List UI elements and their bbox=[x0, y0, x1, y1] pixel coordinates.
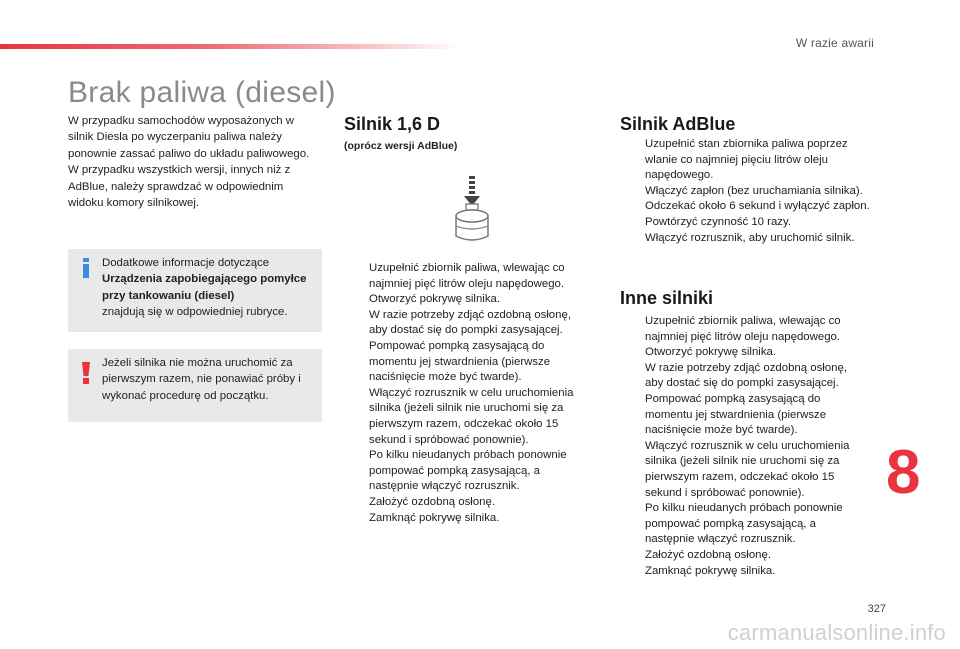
list-item: Uzupełnić zbiornik paliwa, wlewając co najmniej pięć litrów oleju napędowego. bbox=[645, 315, 841, 343]
list-item: W razie potrzeby zdjąć ozdobną osłonę, aby dostać się do pompki zasysającej. bbox=[369, 308, 571, 337]
info-icon bbox=[80, 258, 92, 278]
list-item: Założyć ozdobną osłonę. bbox=[369, 495, 496, 508]
silnik-16d-steps bbox=[344, 261, 589, 526]
adblue-steps bbox=[620, 137, 882, 246]
warning-text: Jeżeli silnika nie można uruchomić za pierwszym razem, nie ponawiać próby i wykonać procedurę od początku. bbox=[102, 357, 301, 402]
list-item: Zamknąć pokrywę silnika. bbox=[369, 511, 500, 524]
section-title-silnik-16d: Silnik 1,6 D bbox=[344, 114, 441, 134]
section-title-adblue: Silnik AdBlue bbox=[620, 114, 736, 134]
list-item: Włączyć rozrusznik, aby uruchomić silnik. bbox=[645, 231, 855, 244]
info-text: Dodatkowe informacje dotyczące bbox=[102, 257, 270, 269]
list-item: Odczekać około 6 sekund i wyłączyć zapłon. bbox=[645, 200, 870, 213]
page-title: Brak paliwa (diesel) bbox=[68, 76, 336, 109]
intro-paragraph: W przypadku wszystkich wersji, innych niż z AdBlue, należy sprawdzać w odpowiednim widoku komory silnikowej. bbox=[68, 164, 291, 210]
intro-paragraph: W przypadku samochodów wyposażonych w silnik Diesla po wyczerpaniu paliwa należy ponownie zassać paliwo do układu paliwowego. bbox=[68, 115, 310, 160]
intro-text bbox=[68, 113, 320, 211]
list-item: Po kilku nieudanych próbach ponownie pompować pompką zasysającą, a następnie włączyć rozrusznik. bbox=[645, 502, 843, 546]
list-item: Założyć ozdobną osłonę. bbox=[645, 548, 772, 561]
section-title-inne-silniki: Inne silniki bbox=[620, 288, 714, 308]
list-item: Po kilku nieudanych próbach ponownie pompować pompką zasysającą, a następnie włączyć rozrusznik. bbox=[369, 449, 567, 493]
warning-icon bbox=[80, 362, 92, 384]
info-text: znajdują się w odpowiedniej rubryce. bbox=[102, 306, 288, 319]
list-item: Uzupełnić stan zbiornika paliwa poprzez wlanie co najmniej pięciu litrów oleju napędowego. bbox=[645, 138, 848, 182]
list-item: Uzupełnić zbiornik paliwa, wlewając co najmniej pięć litrów oleju napędowego. bbox=[369, 262, 565, 290]
list-item: Włączyć rozrusznik w celu uruchomienia silnika (jeżeli silnik nie uruchomi się za pierwszym razem, odczekać około 15 sekund i spróbować ponownie). bbox=[645, 439, 850, 499]
inne-silniki-steps bbox=[620, 314, 865, 579]
warning-box bbox=[68, 349, 322, 422]
list-item: Zamknąć pokrywę silnika. bbox=[645, 564, 776, 577]
list-item: Otworzyć pokrywę silnika. bbox=[645, 346, 777, 359]
list-item: Włączyć zapłon (bez uruchamiania silnika). bbox=[645, 184, 863, 197]
page-number: 327 bbox=[867, 603, 886, 615]
list-item: Pompować pompką zasysającą do momentu jej stwardnienia (pierwsze naciśnięcie może być twarde). bbox=[645, 392, 827, 437]
header-accent-bar bbox=[0, 44, 460, 49]
hand-pump-icon bbox=[452, 176, 492, 244]
info-bold-text: Urządzenia zapobiegającego pomyłce przy tankowaniu (diesel) bbox=[102, 273, 307, 302]
list-item: Włączyć rozrusznik w celu uruchomienia silnika (jeżeli silnik nie uruchomi się za pierwszym razem, odczekać około 15 sekund i spróbować ponownie). bbox=[369, 386, 574, 446]
section-header: W razie awarii bbox=[795, 36, 874, 50]
list-item: Otworzyć pokrywę silnika. bbox=[369, 293, 501, 306]
info-box bbox=[68, 249, 322, 332]
watermark: carmanualsonline.info bbox=[727, 620, 946, 645]
list-item: Powtórzyć czynność 10 razy. bbox=[645, 215, 792, 228]
section-subtitle: (oprócz wersji AdBlue) bbox=[344, 140, 458, 152]
chapter-number: 8 bbox=[886, 438, 921, 507]
list-item: W razie potrzeby zdjąć ozdobną osłonę, aby dostać się do pompki zasysającej. bbox=[645, 361, 847, 390]
list-item: Pompować pompką zasysającą do momentu jej stwardnienia (pierwsze naciśnięcie może być twarde). bbox=[369, 339, 551, 384]
